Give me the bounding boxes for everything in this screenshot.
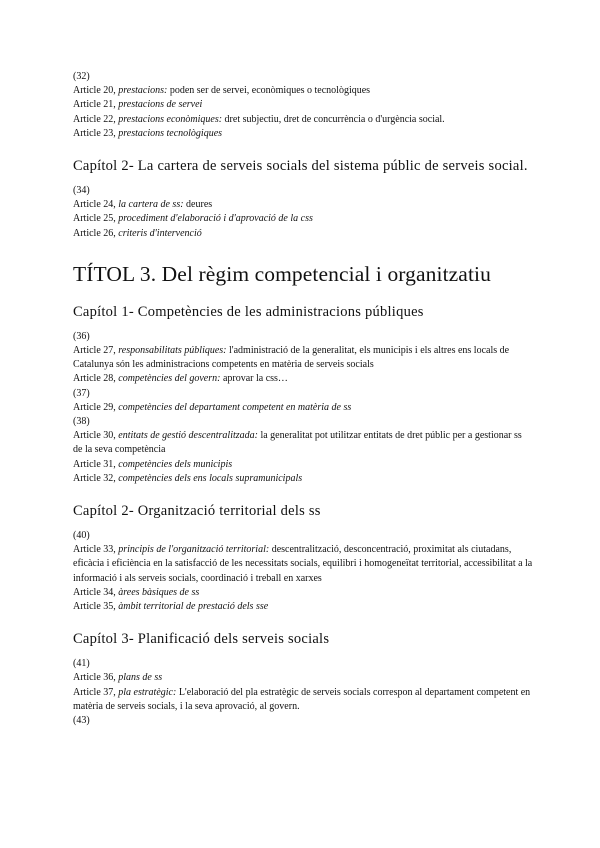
ref-number: (37) (73, 387, 90, 399)
article-line: Article 21, prestacions de servei (73, 99, 203, 111)
article-line: Article 31, competències dels municipis (73, 458, 233, 470)
article-line: Article 33, principis de l'organització territorial: descentralització, desconcentració, proximitat als ciutadans, eficàcia i eficiència en la satisfacció de les necessitats socials, equilibri i homogeneïtat territorial, accessibilitat a la informació i als serveis socials, coordinació i treball en xarxes (73, 544, 533, 584)
chapter-heading: Capítol 1- Competències de les administracions públiques (73, 303, 424, 320)
article-line: Article 34, àrees bàsiques de ss (73, 586, 200, 598)
chapter-heading: Capítol 3- Planificació dels serveis socials (73, 631, 330, 648)
chapter-heading: Capítol 2- La cartera de serveis socials del sistema públic de serveis social. (73, 158, 528, 175)
article-line: Article 22, prestacions econòmiques: dret subjectiu, dret de concurrència o d'urgència social. (73, 113, 445, 125)
article-line: Article 29, competències del departament competent en matèria de ss (73, 401, 352, 413)
document-page (73, 70, 533, 728)
article-line: Article 30, entitats de gestió descentralitzada: la generalitat pot utilitzar entitats de dret públic per a gestionar ss de la seva competència (73, 430, 522, 456)
article-line: Article 37, pla estratègic: L'elaboració del pla estratègic de serveis socials correspon al departament competent en matèria de serveis socials, i la seva aprovació, al govern. (73, 686, 531, 712)
article-line: Article 27, responsabilitats públiques: l'administració de la generalitat, els municipis i els altres ens locals de Catalunya són les administracions competents en matèria de serveis socials (73, 345, 510, 371)
title-heading: TÍTOL 3. Del règim competencial i organitzatiu (73, 261, 491, 286)
ref-number: (43) (73, 715, 90, 727)
article-line: Article 26, criteris d'intervenció (73, 227, 202, 239)
ref-number: (41) (73, 658, 90, 670)
ref-number: (32) (73, 71, 90, 82)
article-line: Article 20, prestacions: poden ser de servei, econòmiques o tecnològiques (73, 85, 371, 97)
ref-number: (34) (73, 185, 90, 197)
article-line: Article 28, competències del govern: aprovar la css… (73, 373, 288, 385)
ref-number: (38) (73, 416, 90, 428)
article-line: Article 25, procediment d'elaboració i d'aprovació de la css (73, 213, 313, 225)
ref-number: (36) (73, 330, 90, 342)
ref-number: (40) (73, 530, 90, 542)
article-line: Article 32, competències dels ens locals supramunicipals (73, 472, 303, 484)
article-line: Article 36, plans de ss (73, 672, 163, 684)
article-line: Article 24, la cartera de ss: deures (73, 199, 213, 211)
article-line: Article 23, prestacions tecnològiques (73, 127, 223, 139)
article-line: Article 35, àmbit territorial de prestació dels sse (73, 601, 269, 613)
chapter-heading: Capítol 2- Organització territorial dels ss (73, 503, 321, 520)
